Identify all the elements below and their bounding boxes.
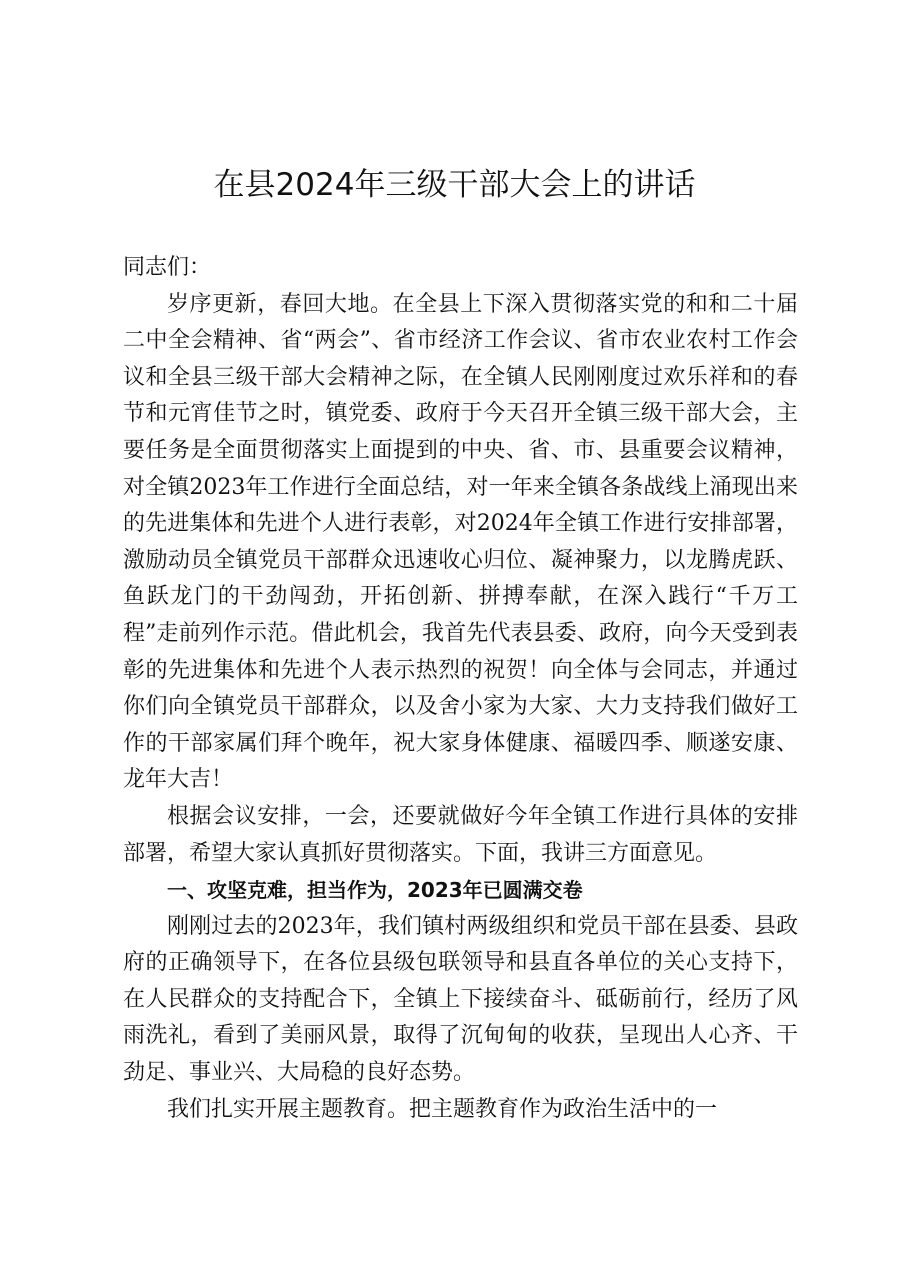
document-title: 在县2024年三级干部大会上的讲话 xyxy=(213,167,696,203)
paragraph-arrangement: 根据会议安排，一会，还要就做好今年全镇工作进行具体的安排部署，希望大家认真抓好贯彻落实。下面，我讲三方面意见。 xyxy=(123,803,798,866)
document-body xyxy=(123,250,798,1128)
paragraph-opening: 岁序更新，春回大地。在全县上下深入贯彻落实党的和和二十届二中全会精神、省“两会”、省市经济工作会议、省市农业农村工作会议和全县三级干部大会精神之际，在全镇人民刚刚度过欢乐祥和的春节和元宵佳节之时，镇党委、政府于今天召开全镇三级干部大会，主要任务是全面贯彻落实上面提到的中央、省、市、县重要会议精神，对全镇2023年工作进行全面总结，对一年来全镇各条战线上涌现出来的先进集体和先进个人进行表彰，对2024年全镇工作进行安排部署，激励动员全镇党员干部群众迅速收心归位、凝神聚力，以龙腾虎跃、鱼跃龙门的干劲闯劲，开拓创新、拼搏奉献，在深入践行“千万工程”走前列作示范。借此机会，我首先代表县委、政府，向今天受到表彰的先进集体和先进个人表示热烈的祝贺！向全体与会同志，并通过你们向全镇党员干部群众，以及舍小家为大家、大力支持我们做好工作的干部家属们拜个晚年，祝大家身体健康、福暖四季、顺遂安康、龙年大吉！ xyxy=(123,291,798,793)
salutation: 同志们： xyxy=(123,255,212,280)
section-heading-1: 一、攻坚克难，担当作为，2023年已圆满交卷 xyxy=(167,878,583,903)
paragraph-section-1-theme-education: 我们扎实开展主题教育。把主题教育作为政治生活中的一 xyxy=(167,1096,718,1122)
paragraph-section-1-summary: 刚刚过去的2023年，我们镇村两级组织和党员干部在县委、县政府的正确领导下，在各位县级包联领导和县直各单位的关心支持下，在人民群众的支持配合下，全镇上下接续奋斗、砥砺前行，经历了风雨洗礼，看到了美丽风景，取得了沉甸甸的收获，呈现出人心齐、干劲足、事业兴、大局稳的良好态势。 xyxy=(123,913,798,1086)
